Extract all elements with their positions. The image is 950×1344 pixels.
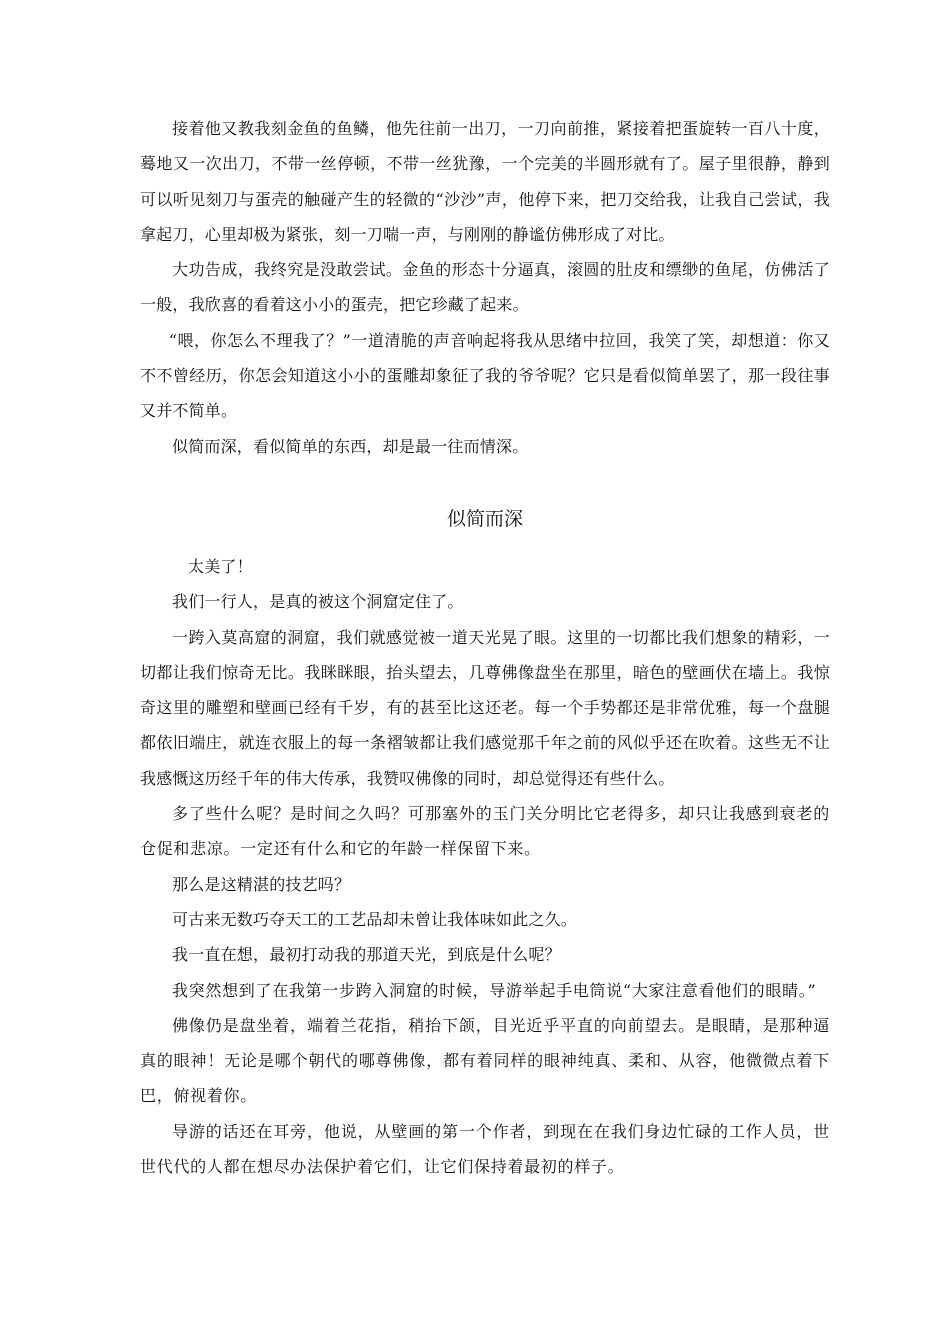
paragraph: 可古来无数巧夺天工的工艺品却未曾让我体味如此之久。 [172,909,578,929]
paragraph: 我突然想到了在我第一步跨入洞窟的时候，导游举起手电筒说“大家注意看他们的眼睛。” [172,980,817,1000]
paragraph: 导游的话还在耳旁，他说，从壁画的第一个作者，到现在在我们身边忙碌的工作人员，世世代代的人都在想尽办法保护着它们，让它们保持着最初的样子。 [140,1121,830,1177]
paragraph: 佛像仍是盘坐着，端着兰花指，稍抬下颌，目光近乎平直的向前望去。是眼睛，是那种逼真的眼神！无论是哪个朝代的哪尊佛像，都有着同样的眼神纯真、柔和、从容，他微微点着下巴，俯视着你。 [140,1015,830,1106]
paragraph: 一跨入莫高窟的洞窟，我们就感觉被一道天光晃了眼。这里的一切都比我们想象的精彩，一切都让我们惊奇无比。我眯眯眼，抬头望去，几尊佛像盘坐在那里，暗色的壁画伏在墙上。我惊奇这里的雕塑和壁画已经有千岁，有的甚至比这还老。每一个手势都还是非常优雅，每一个盘腿都依旧端庄，就连衣服上的每一条褶皱都让我们感觉那千年之前的风似乎还在吹着。这些无不让我感慨这历经千年的伟大传承，我赞叹佛像的同时，却总觉得还有些什么。 [140,627,830,788]
paragraph: 我们一行人，是真的被这个洞窟定住了。 [172,592,464,612]
paragraph: 我一直在想，最初打动我的那道天光，到底是什么呢？ [172,945,561,965]
paragraph: 太美了！ [188,557,253,576]
essay-title: 似简而深 [446,508,523,530]
previous-essay-ending [140,111,830,464]
paragraph: 接着他又教我刻金鱼的鱼鳞，他先往前一出刀，一刀向前推，紧接着把蛋旋转一百八十度，蓦地又一次出刀，不带一丝停顿，不带一丝犹豫，一个完美的半圆形就有了。屋子里很静，静到可以听见刻刀与蛋壳的触碰产生的轻微的“沙沙”声，他停下来，把刀交给我，让我自己尝试，我拿起刀，心里却极为紧张，刻一刀喘一声，与刚刚的静谧仿佛形成了对比。 [140,119,830,244]
paragraph: “喂，你怎么不理我了？”一道清脆的声音响起将我从思绪中拉回，我笑了笑，却想道：你又不不曾经历，你怎会知道这小小的蛋雕却象征了我的爷爷呢？它只是看似简单罢了，那一段往事又并不简单。 [140,330,830,421]
paragraph: 多了些什么呢？是时间之久吗？可那塞外的玉门关分明比它老得多，却只让我感到衰老的仓促和悲凉。一定还有什么和它的年龄一样保留下来。 [140,804,830,859]
paragraph: 大功告成，我终究是没敢尝试。金鱼的形态十分逼真，滚圆的肚皮和缥缈的鱼尾，仿佛活了一般，我欣喜的看着这小小的蛋壳，把它珍藏了起来。 [140,260,830,315]
paragraph: 那么是这精湛的技艺吗？ [172,874,351,894]
essay-body [140,549,830,1184]
paragraph: 似简而深，看似简单的东西，却是最一往而情深。 [172,436,529,456]
